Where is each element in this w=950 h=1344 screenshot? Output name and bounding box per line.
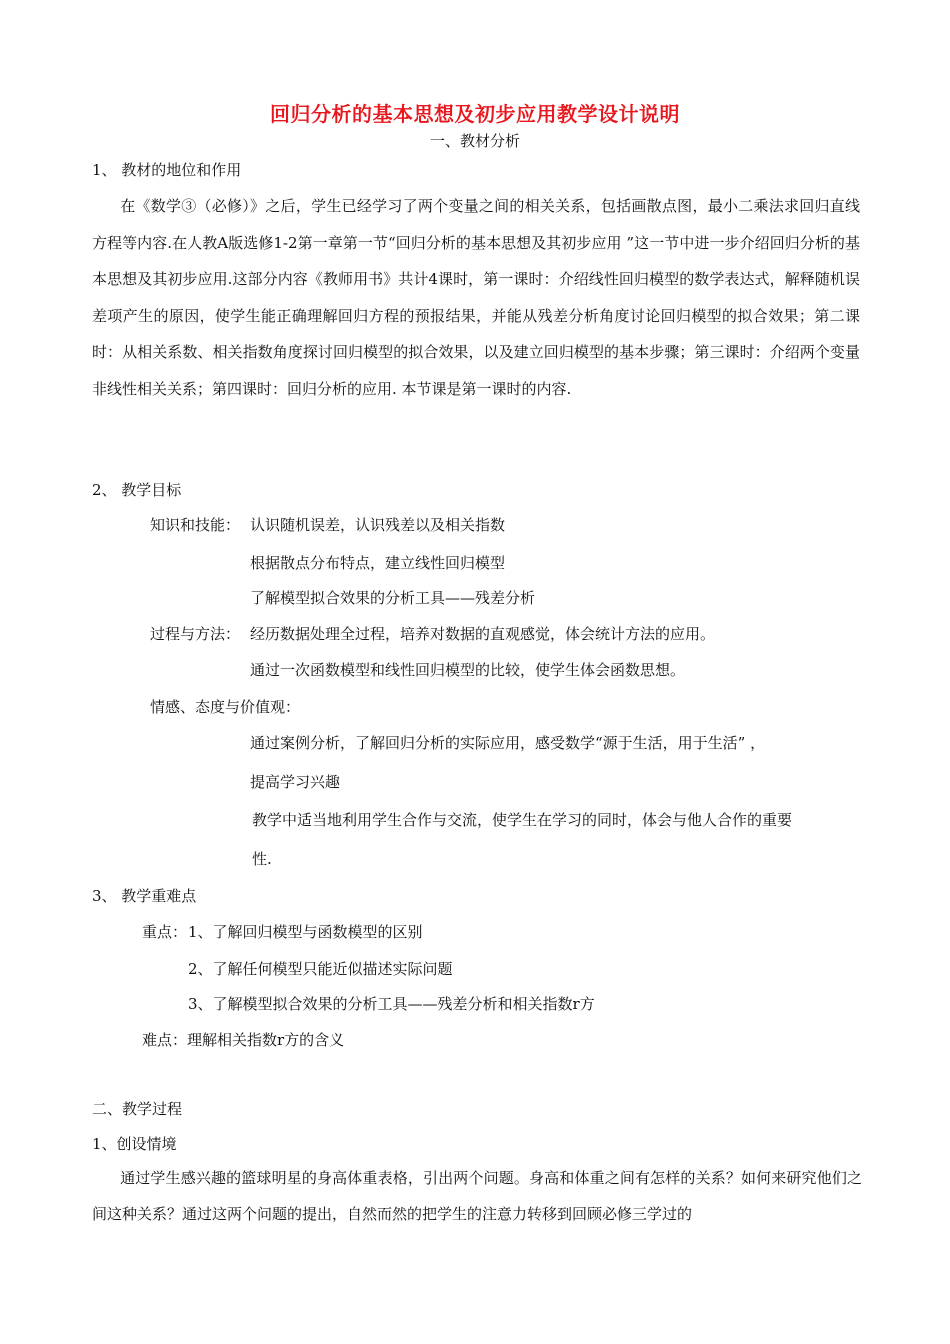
- paragraph-status-role-text: 在《数学③（必修）》之后，学生已经学习了两个变量之间的相关关系，包括画散点图，最小二乘法求回归直线方程等内容.在人教A版选修1-2第一章第一节“回归分析的基本思想及其初步应用 ”这一节中进一步介绍回归分析的基本思想及其初步应用.这部分内容《教师用书》共计4课时，第一课时：介绍线性回归模型的数学表达式，解释随机误差项产生的原因，使学生能正确理解回归方程的预报结果，并能从残差分析角度讨论回归模型的拟合效果；第二课时：从相关系数、相关指数角度探讨回归模型的拟合效果，以及建立回归模型的基本步骤；第三课时：介绍两个变量非线性相关关系；第四课时：回归分析的应用. 本节课是第一课时的内容.: [92, 197, 860, 398]
- goal-process-2: 通过一次函数模型和线性回归模型的比较，使学生体会函数思想。: [250, 661, 686, 679]
- paragraph-create-situation-text: 通过学生感兴趣的篮球明星的身高体重表格，引出两个问题。身高和体重之间有怎样的关系？如何来研究他们之间这种关系？通过这两个问题的提出，自然而然的把学生的注意力转移到回顾必修三学过的: [92, 1169, 862, 1223]
- label-emotion-values: 情感、态度与价值观：: [150, 698, 301, 716]
- label-key-points: 重点：: [142, 923, 188, 941]
- goal-knowledge-1: 认识随机误差，认识残差以及相关指数: [250, 516, 506, 534]
- difficult-point: 难点：理解相关指数r方的含义: [142, 1031, 345, 1049]
- heading-create-situation: 1、创设情境: [92, 1135, 177, 1153]
- heading-key-difficult: 3、 教学重难点: [92, 887, 197, 905]
- document-title: 回归分析的基本思想及初步应用教学设计说明: [270, 102, 680, 126]
- key-point-1: 1、了解回归模型与函数模型的区别: [188, 923, 423, 941]
- key-point-3: 3、了解模型拟合效果的分析工具——残差分析和相关指数r方: [188, 995, 595, 1013]
- key-point-2: 2、了解任何模型只能近似描述实际问题: [188, 960, 453, 978]
- paragraph-create-situation: [92, 1160, 862, 1232]
- label-process-method: 过程与方法：: [150, 625, 241, 643]
- goal-emotion-1: 通过案例分析，了解回归分析的实际应用，感受数学“源于生活，用于生活” ，: [250, 734, 766, 752]
- goal-emotion-2: 提高学习兴趣: [250, 773, 341, 791]
- goal-process-1: 经历数据处理全过程，培养对数据的直观感觉，体会统计方法的应用。: [250, 625, 716, 643]
- heading-teaching-process: 二、教学过程: [92, 1100, 183, 1118]
- goal-emotion-3: 教学中适当地利用学生合作与交流，使学生在学习的同时，体会与他人合作的重要: [252, 811, 793, 829]
- heading-teaching-goals: 2、 教学目标: [92, 481, 182, 499]
- heading-status-role: 1、 教材的地位和作用: [92, 161, 242, 179]
- goal-knowledge-3: 了解模型拟合效果的分析工具——残差分析: [250, 589, 536, 607]
- section-title-material-analysis: 一、教材分析: [429, 132, 520, 150]
- goal-knowledge-2: 根据散点分布特点，建立线性回归模型: [250, 554, 506, 572]
- goal-emotion-4: 性.: [252, 850, 272, 868]
- label-knowledge-skills: 知识和技能：: [150, 516, 241, 534]
- paragraph-status-role: [92, 188, 860, 407]
